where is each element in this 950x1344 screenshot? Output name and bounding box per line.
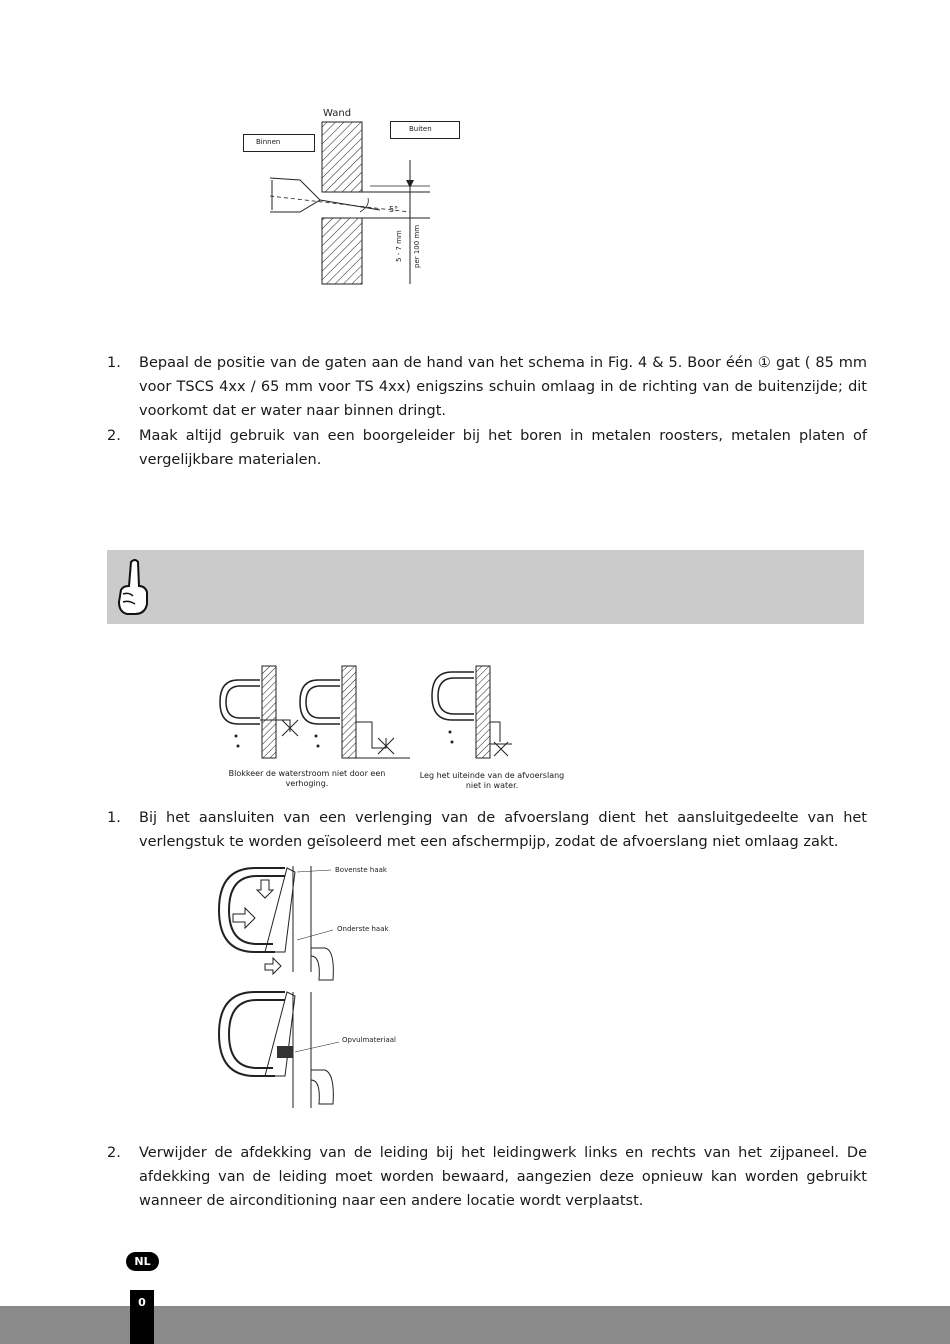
instruction-item-2 <box>107 424 867 472</box>
lower-hook-label: Onderste haak <box>337 925 389 933</box>
item-number: 2. <box>107 1145 121 1161</box>
filler-label: Opvulmateriaal <box>342 1036 396 1044</box>
indoor-label: Binnen <box>243 134 315 152</box>
angle-label: 5° <box>389 205 399 214</box>
wall-lower <box>322 218 362 284</box>
dimension-label-1: 5 - 7 mm <box>395 230 403 262</box>
note-banner <box>107 550 864 624</box>
hooks-diagram <box>215 860 345 1110</box>
drain-caption-left: Blokkeer de waterstroom niet door een verhoging. <box>228 769 386 788</box>
item-number: 1. <box>107 355 121 371</box>
drain-diagram <box>210 662 540 772</box>
upper-hook-label: Bovenste haak <box>335 866 387 874</box>
drain-caption-right: Leg het uiteinde van de afvoerslang niet in water. <box>419 771 565 790</box>
item-text: Verwijder de afdekking van de leiding bij het leidingwerk links en rechts van het zijpaneel. De afdekking van de leiding moet worden bewaard, aangezien deze opnieuw kan worden gebruikt wanneer de airconditioning naar een andere locatie wordt verplaatst. <box>139 1145 867 1209</box>
item-text: Bij het aansluiten van een verlenging van de afvoerslang dient het aansluitgedeelte van het verlengstuk te worden geïsoleerd met een afschermpijp, zodat de afvoerslang niet omlaag zakt. <box>139 810 867 850</box>
outdoor-label: Buiten <box>390 121 460 139</box>
item-number: 1. <box>107 810 121 826</box>
wall-upper <box>322 122 362 192</box>
language-badge: NL <box>126 1252 159 1271</box>
wall-label: Wand <box>323 108 352 119</box>
item-text: Bepaal de positie van de gaten aan de hand van het schema in Fig. 4 & 5. Boor één ① gat ( 85 mm voor TSCS 4xx / 65 mm voor TS 4xx) enigszins schuin omlaag in de richting van de buitenzijde; dit voorkomt dat er water naar binnen dringt. <box>139 355 867 419</box>
pointing-hand-icon <box>113 556 153 616</box>
item-number: 2. <box>107 428 121 444</box>
dimension-label-2: per 100 mm <box>413 224 421 268</box>
item-text: Maak altijd gebruik van een boorgeleider bij het boren in metalen roosters, metalen platen of vergelijkbare materialen. <box>139 428 867 468</box>
hose-item-2 <box>107 1141 867 1213</box>
instruction-item-1 <box>107 351 867 423</box>
hose-item-1 <box>107 806 867 854</box>
page-number: 0 <box>130 1290 154 1344</box>
